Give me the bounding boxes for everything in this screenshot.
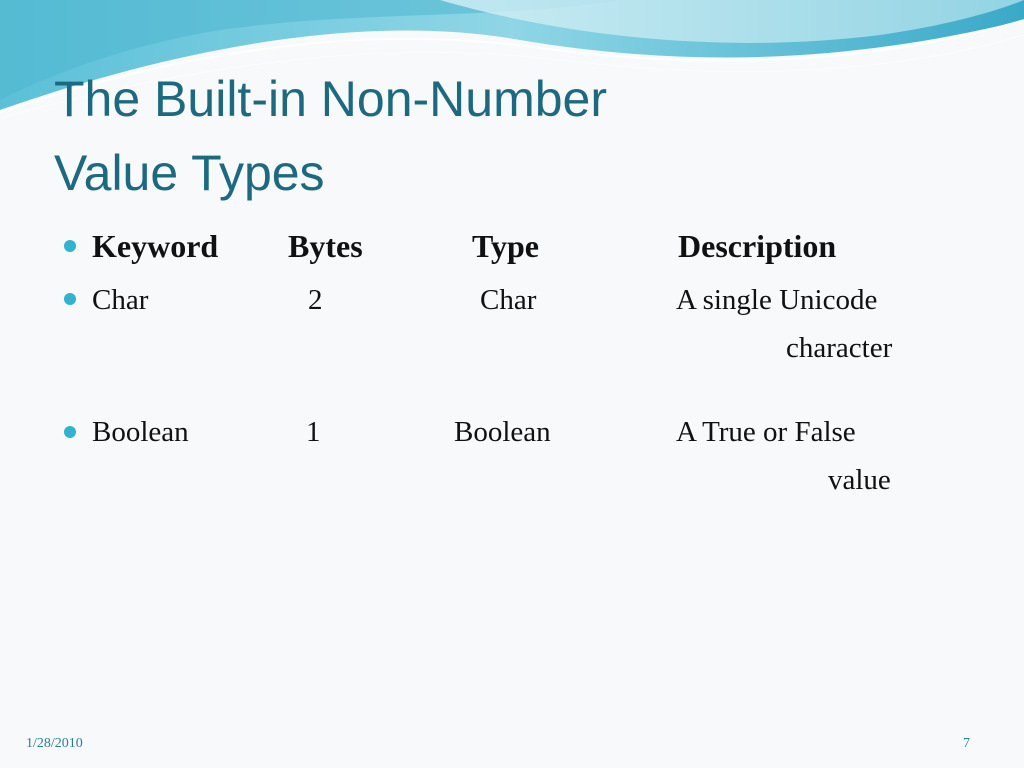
footer-date: 1/28/2010 [26,736,83,751]
row-description-line-2: character [786,332,893,364]
bullet-icon [64,240,76,252]
slide-title [54,62,814,210]
row-description-line-2: value [828,464,891,496]
row-bytes: 2 [308,284,323,316]
table-row [0,412,1024,496]
bullet-icon [64,293,76,305]
header-type: Type [472,228,539,264]
footer-page-number: 7 [963,736,970,751]
row-description-line-1: A True or False [676,416,856,448]
row-type: Char [480,284,537,316]
table-row [0,280,1024,364]
header-keyword: Keyword [92,228,219,264]
header-description: Description [678,228,837,264]
row-bytes: 1 [306,416,321,448]
header-bytes: Bytes [288,228,363,264]
bullet-icon [64,426,76,438]
slide-title-line-1: The Built-in Non-Number [54,71,607,127]
row-keyword: Boolean [92,416,189,448]
row-description-line-1: A single Unicode [676,284,878,316]
row-keyword: Char [92,284,149,316]
row-type: Boolean [454,416,551,448]
table-header-row [0,226,1024,276]
slide-title-line-2: Value Types [54,145,325,201]
